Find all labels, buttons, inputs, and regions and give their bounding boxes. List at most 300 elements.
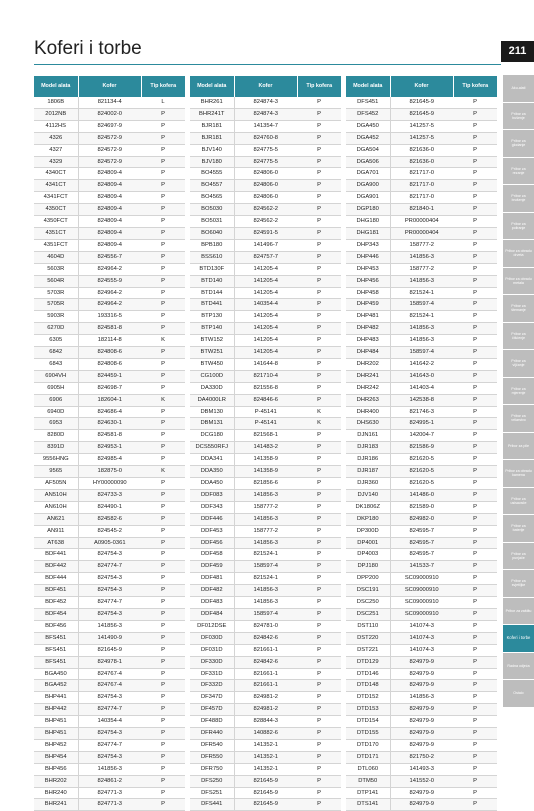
kofer-cell: 824995-1 xyxy=(390,418,453,430)
tip-cell: P xyxy=(453,728,497,740)
table-row xyxy=(34,287,185,299)
tip-cell: P xyxy=(141,704,185,716)
model-cell: DF031D xyxy=(190,644,234,656)
model-cell: DFR540 xyxy=(190,739,234,751)
kofer-cell: 821556-8 xyxy=(234,382,297,394)
kofer-cell: 821856-6 xyxy=(234,478,297,490)
tip-cell: P xyxy=(453,489,497,501)
kofer-cell: 824979-9 xyxy=(390,668,453,680)
model-cell: DFR750 xyxy=(190,763,234,775)
model-cell: BO6040 xyxy=(190,227,234,239)
model-cell: AF505N xyxy=(34,478,78,490)
model-cell: DGA506 xyxy=(346,156,390,168)
model-cell: 4341CT xyxy=(34,180,78,192)
table-row xyxy=(190,430,341,442)
tip-cell: P xyxy=(453,466,497,478)
table-row xyxy=(190,204,341,216)
kofer-cell: 824754-3 xyxy=(78,549,141,561)
tip-cell: P xyxy=(141,204,185,216)
side-tab[interactable]: Pribor za baterije xyxy=(503,515,534,542)
table-row xyxy=(34,144,185,156)
model-cell: DTD155 xyxy=(346,728,390,740)
kofer-cell: 141643-0 xyxy=(390,370,453,382)
side-tab[interactable]: Aku-alati xyxy=(503,75,534,102)
kofer-cell: 824979-9 xyxy=(390,739,453,751)
model-cell: DST110 xyxy=(346,620,390,632)
tip-cell: P xyxy=(141,406,185,418)
model-cell: BTD441 xyxy=(190,299,234,311)
model-cell: DFS452 xyxy=(346,108,390,120)
table-row xyxy=(190,739,341,751)
tip-cell: P xyxy=(141,787,185,799)
kofer-cell: 824808-6 xyxy=(78,358,141,370)
model-cell: BHP454 xyxy=(34,751,78,763)
kofer-cell: 824982-0 xyxy=(390,513,453,525)
kofer-cell: 140882-6 xyxy=(234,728,297,740)
tip-cell: P xyxy=(141,442,185,454)
kofer-cell: 824806-0 xyxy=(234,180,297,192)
kofer-cell: PR00000404 xyxy=(390,227,453,239)
side-tab[interactable]: Pribor za glodanje xyxy=(503,130,534,157)
table-row xyxy=(34,632,185,644)
model-cell: DHP458 xyxy=(346,287,390,299)
model-cell: BJV140 xyxy=(190,144,234,156)
table-row xyxy=(34,680,185,692)
tip-cell: P xyxy=(453,251,497,263)
table-row xyxy=(190,692,341,704)
table-row xyxy=(34,466,185,478)
side-tab[interactable]: Pribor za mjerenje xyxy=(503,378,534,405)
table-row xyxy=(190,478,341,490)
model-cell: 6953 xyxy=(34,418,78,430)
model-cell: DTD154 xyxy=(346,716,390,728)
model-cell: DSC251 xyxy=(346,608,390,620)
side-tab[interactable]: Pribor za obradu metala xyxy=(503,268,534,295)
tip-cell: P xyxy=(297,573,341,585)
side-tab[interactable]: Pribor za svjetiljke xyxy=(503,570,534,597)
tip-cell: P xyxy=(297,227,341,239)
table-header-row xyxy=(190,76,341,97)
tip-cell: P xyxy=(453,406,497,418)
table-row xyxy=(190,537,341,549)
side-tab[interactable]: Koferi i torbe xyxy=(503,625,534,652)
side-tab[interactable]: Pribor za bušenje xyxy=(503,103,534,130)
table-row xyxy=(190,680,341,692)
model-cell: 6905H xyxy=(34,382,78,394)
tip-cell: P xyxy=(141,763,185,775)
model-cell: CG100D xyxy=(190,370,234,382)
tip-cell: P xyxy=(141,251,185,263)
kofer-cell: 141856-3 xyxy=(78,763,141,775)
tip-cell: P xyxy=(453,216,497,228)
model-cell: DPP200 xyxy=(346,573,390,585)
table-row xyxy=(346,799,497,811)
kofer-cell: 141358-9 xyxy=(234,466,297,478)
tip-cell: P xyxy=(297,787,341,799)
table-row xyxy=(346,144,497,156)
tip-cell: P xyxy=(297,394,341,406)
model-cell: 6305 xyxy=(34,335,78,347)
model-cell: BFS451 xyxy=(34,656,78,668)
table-row xyxy=(34,513,185,525)
model-cell: BTW251 xyxy=(190,347,234,359)
tip-cell: P xyxy=(453,311,497,323)
tip-cell: P xyxy=(141,692,185,704)
table-row xyxy=(190,251,341,263)
table-row xyxy=(190,144,341,156)
model-cell: DHR242 xyxy=(346,382,390,394)
tip-cell: P xyxy=(453,513,497,525)
kofer-cell: 141856-3 xyxy=(234,585,297,597)
tip-cell: P xyxy=(141,478,185,490)
kofer-cell: 141552-0 xyxy=(390,775,453,787)
side-tab[interactable]: Pribor za zaštitu xyxy=(503,598,534,625)
tip-cell: P xyxy=(141,180,185,192)
table-row xyxy=(34,156,185,168)
tip-cell: P xyxy=(453,632,497,644)
table-row xyxy=(190,156,341,168)
table-row xyxy=(190,763,341,775)
model-cell: DJR187 xyxy=(346,466,390,478)
kofer-cell: 821645-9 xyxy=(234,775,297,787)
tip-cell: P xyxy=(453,549,497,561)
table-row xyxy=(346,620,497,632)
kofer-cell: 824595-7 xyxy=(390,549,453,561)
tip-cell: P xyxy=(297,454,341,466)
side-tab[interactable]: Pribor za usisavače xyxy=(503,488,534,515)
kofer-cell: 824979-9 xyxy=(390,799,453,811)
tip-cell: P xyxy=(141,680,185,692)
kofer-cell: 821589-0 xyxy=(390,501,453,513)
table-row xyxy=(190,644,341,656)
table-row xyxy=(346,644,497,656)
kofer-cell: 141205-4 xyxy=(234,263,297,275)
table-row xyxy=(346,775,497,787)
tip-cell: P xyxy=(141,525,185,537)
kofer-cell: 821134-4 xyxy=(78,97,141,108)
side-tab[interactable]: Pribor za čišćenje xyxy=(503,323,534,350)
tip-cell: P xyxy=(453,227,497,239)
table-row xyxy=(190,227,341,239)
table-row xyxy=(34,120,185,132)
tip-cell: P xyxy=(297,644,341,656)
table-row xyxy=(346,370,497,382)
kofer-cell: 141352-1 xyxy=(234,763,297,775)
table-row xyxy=(346,668,497,680)
kofer-cell: 141533-7 xyxy=(390,561,453,573)
tip-cell: P xyxy=(453,668,497,680)
side-tab[interactable]: Pribor za rezanje xyxy=(503,158,534,185)
tip-cell: P xyxy=(297,204,341,216)
table-row xyxy=(34,394,185,406)
kofer-cell: 824861-2 xyxy=(78,775,141,787)
side-tab[interactable]: Pribor za obradu drveta xyxy=(503,240,534,267)
table-row xyxy=(190,751,341,763)
side-tab[interactable]: Pribor za vrtlarstvo xyxy=(503,405,534,432)
table-row xyxy=(34,799,185,811)
side-tab[interactable]: Ostalo xyxy=(503,680,534,707)
model-cell: DGA452 xyxy=(346,132,390,144)
tip-cell: P xyxy=(453,501,497,513)
table-row xyxy=(34,418,185,430)
table-row xyxy=(34,787,185,799)
model-cell: BTW450 xyxy=(190,358,234,370)
model-cell: DF488D xyxy=(190,716,234,728)
model-cell: AN510H xyxy=(34,489,78,501)
table-row xyxy=(34,454,185,466)
table-row xyxy=(34,656,185,668)
table-row xyxy=(34,501,185,513)
table-row xyxy=(34,251,185,263)
table-row xyxy=(34,561,185,573)
model-cell: DGP180 xyxy=(346,204,390,216)
model-cell: BO4557 xyxy=(190,180,234,192)
model-cell: DF332D xyxy=(190,680,234,692)
table-row xyxy=(346,501,497,513)
model-cell: DTM50 xyxy=(346,775,390,787)
table-row xyxy=(190,168,341,180)
table-row xyxy=(34,442,185,454)
kofer-cell: 824979-9 xyxy=(390,680,453,692)
table-row xyxy=(190,97,341,108)
table-row xyxy=(34,192,185,204)
model-cell: BO5031 xyxy=(190,216,234,228)
kofer-cell: 824842-6 xyxy=(234,656,297,668)
kofer-cell: 824581-8 xyxy=(78,323,141,335)
tip-cell: P xyxy=(453,418,497,430)
tip-cell: P xyxy=(297,370,341,382)
tip-cell: P xyxy=(141,585,185,597)
tip-cell: P xyxy=(453,739,497,751)
kofer-cell: 824781-0 xyxy=(234,620,297,632)
model-cell: BDF456 xyxy=(34,620,78,632)
table-row xyxy=(346,739,497,751)
table-row xyxy=(190,597,341,609)
category-sidebar xyxy=(503,75,534,708)
table-row xyxy=(346,358,497,370)
side-tab[interactable]: Pribor za pile xyxy=(503,433,534,460)
tip-cell: P xyxy=(453,168,497,180)
tip-cell: P xyxy=(141,775,185,787)
table-row xyxy=(34,775,185,787)
tip-cell: P xyxy=(297,156,341,168)
model-cell: BJV180 xyxy=(190,156,234,168)
kofer-cell: 821586-9 xyxy=(390,442,453,454)
kofer-cell: 824754-3 xyxy=(78,573,141,585)
table-row xyxy=(346,299,497,311)
table-row xyxy=(34,347,185,359)
kofer-cell: 141074-3 xyxy=(390,620,453,632)
tip-cell: P xyxy=(453,192,497,204)
model-cell: 5703R xyxy=(34,287,78,299)
model-cell: BTP140 xyxy=(190,323,234,335)
kofer-cell: 821661-1 xyxy=(234,680,297,692)
model-cell: DFS250 xyxy=(190,775,234,787)
tip-cell: P xyxy=(453,120,497,132)
table-row xyxy=(34,204,185,216)
model-cell: DP300D xyxy=(346,525,390,537)
table-row xyxy=(190,394,341,406)
model-cell: DDF481 xyxy=(190,573,234,585)
kofer-cell: 824572-9 xyxy=(78,144,141,156)
tip-cell: P xyxy=(453,299,497,311)
model-cell: 5705R xyxy=(34,299,78,311)
model-cell: DA330D xyxy=(190,382,234,394)
kofer-table-2 xyxy=(190,76,341,811)
tip-cell: P xyxy=(453,180,497,192)
tip-cell: P xyxy=(453,692,497,704)
model-cell: BGA452 xyxy=(34,680,78,692)
tip-cell: P xyxy=(297,608,341,620)
tip-cell: P xyxy=(297,275,341,287)
table-row xyxy=(346,454,497,466)
tip-cell: K xyxy=(141,394,185,406)
header-kofer: Kofer xyxy=(390,76,453,97)
kofer-cell: 824809-4 xyxy=(78,204,141,216)
table-row xyxy=(190,192,341,204)
tip-cell: P xyxy=(453,323,497,335)
model-cell: DDF458 xyxy=(190,549,234,561)
tip-cell: P xyxy=(453,763,497,775)
model-cell: BTD140 xyxy=(190,275,234,287)
table-row xyxy=(346,632,497,644)
tip-cell: P xyxy=(297,299,341,311)
kofer-cell: 141205-4 xyxy=(234,287,297,299)
kofer-cell: 141074-3 xyxy=(390,632,453,644)
side-tab[interactable]: Pribor za obradu kamena xyxy=(503,460,534,487)
tip-cell: P xyxy=(141,608,185,620)
model-cell: DHP453 xyxy=(346,263,390,275)
kofer-cell: 824846-6 xyxy=(234,394,297,406)
header-tip: Tip kofera xyxy=(297,76,341,97)
table-row xyxy=(190,513,341,525)
model-cell: BHR261 xyxy=(190,97,234,108)
model-cell: DF331D xyxy=(190,668,234,680)
tip-cell: P xyxy=(297,251,341,263)
model-cell: DDF446 xyxy=(190,513,234,525)
model-cell: BSS610 xyxy=(190,251,234,263)
tip-cell: P xyxy=(141,501,185,513)
table-row xyxy=(34,132,185,144)
side-tab[interactable]: Pribor za poliranje xyxy=(503,213,534,240)
kofer-cell: 824490-1 xyxy=(78,501,141,513)
tip-cell: P xyxy=(453,644,497,656)
model-cell: 6904VH xyxy=(34,370,78,382)
kofer-cell: 824806-0 xyxy=(234,168,297,180)
table-row xyxy=(190,347,341,359)
kofer-cell: 141856-3 xyxy=(234,489,297,501)
model-cell: DF457D xyxy=(190,704,234,716)
tip-cell: P xyxy=(297,775,341,787)
side-tab[interactable]: Radna odjeća xyxy=(503,653,534,680)
table-row xyxy=(34,406,185,418)
tip-cell: P xyxy=(297,597,341,609)
model-cell: DHP459 xyxy=(346,299,390,311)
model-cell: DGA504 xyxy=(346,144,390,156)
tip-cell: P xyxy=(453,704,497,716)
side-tab[interactable]: Pribor za vijčanje xyxy=(503,350,534,377)
model-cell: BTP130 xyxy=(190,311,234,323)
kofer-cell: HY00000090 xyxy=(78,478,141,490)
model-cell: DDA450 xyxy=(190,478,234,490)
kofer-cell: 141257-5 xyxy=(390,132,453,144)
tip-cell: P xyxy=(297,668,341,680)
model-cell: 4329 xyxy=(34,156,78,168)
tip-cell: P xyxy=(141,311,185,323)
model-cell: BDF454 xyxy=(34,608,78,620)
model-cell: BO4565 xyxy=(190,192,234,204)
side-tab[interactable]: Pribor za brušenje xyxy=(503,185,534,212)
kofer-cell: 821620-5 xyxy=(390,466,453,478)
table-row xyxy=(190,775,341,787)
kofer-cell: 824774-7 xyxy=(78,739,141,751)
tip-cell: P xyxy=(141,323,185,335)
tip-cell: P xyxy=(297,704,341,716)
table-row xyxy=(34,299,185,311)
model-cell: DCS550RFJ xyxy=(190,442,234,454)
kofer-cell: 141205-4 xyxy=(234,335,297,347)
tip-cell: P xyxy=(297,763,341,775)
model-cell: 6940D xyxy=(34,406,78,418)
model-cell: DST221 xyxy=(346,644,390,656)
table-row xyxy=(190,442,341,454)
model-cell: BDF451 xyxy=(34,585,78,597)
kofer-cell: 141856-3 xyxy=(390,275,453,287)
table-row xyxy=(34,549,185,561)
tip-cell: P xyxy=(141,799,185,811)
kofer-cell: 821750-2 xyxy=(390,751,453,763)
kofer-cell: 821524-1 xyxy=(234,549,297,561)
kofer-cell: 141856-3 xyxy=(234,597,297,609)
tip-cell: P xyxy=(141,632,185,644)
table-row xyxy=(346,97,497,108)
model-cell: BHR202 xyxy=(34,775,78,787)
side-tab[interactable]: Pribor za štemanje xyxy=(503,295,534,322)
model-cell: DBM131 xyxy=(190,418,234,430)
kofer-cell: 824809-4 xyxy=(78,239,141,251)
model-cell: DDF343 xyxy=(190,501,234,513)
kofer-cell: 158777-2 xyxy=(390,263,453,275)
model-cell: DHR400 xyxy=(346,406,390,418)
model-cell: BHR241 xyxy=(34,799,78,811)
kofer-cell: 141352-1 xyxy=(234,739,297,751)
tip-cell: P xyxy=(297,525,341,537)
kofer-cell: 824697-9 xyxy=(78,120,141,132)
model-cell: 4350FCT xyxy=(34,216,78,228)
model-cell: DF330D xyxy=(190,656,234,668)
tip-cell: P xyxy=(453,620,497,632)
model-cell: DJN161 xyxy=(346,430,390,442)
tip-cell: K xyxy=(297,418,341,430)
model-cell: DFS441 xyxy=(190,799,234,811)
table-row xyxy=(34,704,185,716)
kofer-cell: 824978-1 xyxy=(78,656,141,668)
tip-cell: P xyxy=(297,561,341,573)
model-cell: DHP481 xyxy=(346,311,390,323)
table-row xyxy=(190,561,341,573)
kofer-cell: 824809-4 xyxy=(78,180,141,192)
kofer-cell: 141205-4 xyxy=(234,323,297,335)
kofer-cell: 141352-1 xyxy=(234,751,297,763)
table-row xyxy=(346,680,497,692)
header-kofer: Kofer xyxy=(234,76,297,97)
model-cell: DTD129 xyxy=(346,656,390,668)
kofer-cell: 821620-5 xyxy=(390,478,453,490)
kofer-cell: 821645-9 xyxy=(390,108,453,120)
side-tab[interactable]: Pribor za punjače xyxy=(503,543,534,570)
model-cell: DTL060 xyxy=(346,763,390,775)
kofer-cell: 141205-4 xyxy=(234,275,297,287)
